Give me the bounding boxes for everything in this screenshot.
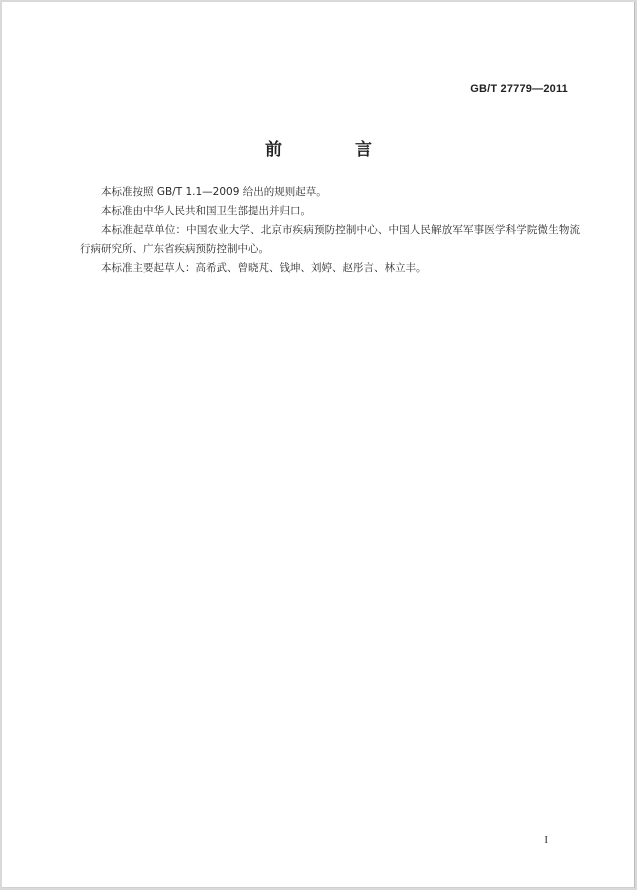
- page-number: I: [544, 834, 548, 846]
- paragraph-drafters: 本标准主要起草人：高希武、曾晓芃、钱坤、刘婷、赵彤言、林立丰。: [101, 262, 427, 274]
- foreword-title: 前 言: [265, 140, 400, 160]
- standard-number: GB/T 27779—2011: [470, 83, 568, 95]
- document-page: [2, 2, 635, 888]
- paragraph-drafting-units: 本标准起草单位：中国农业大学、北京市疾病预防控制中心、中国人民解放军军事医学科学院微生物流行病研究所、广东省疾病预防控制中心。: [80, 224, 580, 255]
- paragraph-drafting-rules: 本标准按照 GB/T 1.1—2009 给出的规则起草。: [101, 186, 327, 198]
- foreword-body: [80, 183, 580, 278]
- paragraph-proposer: 本标准由中华人民共和国卫生部提出并归口。: [101, 205, 311, 217]
